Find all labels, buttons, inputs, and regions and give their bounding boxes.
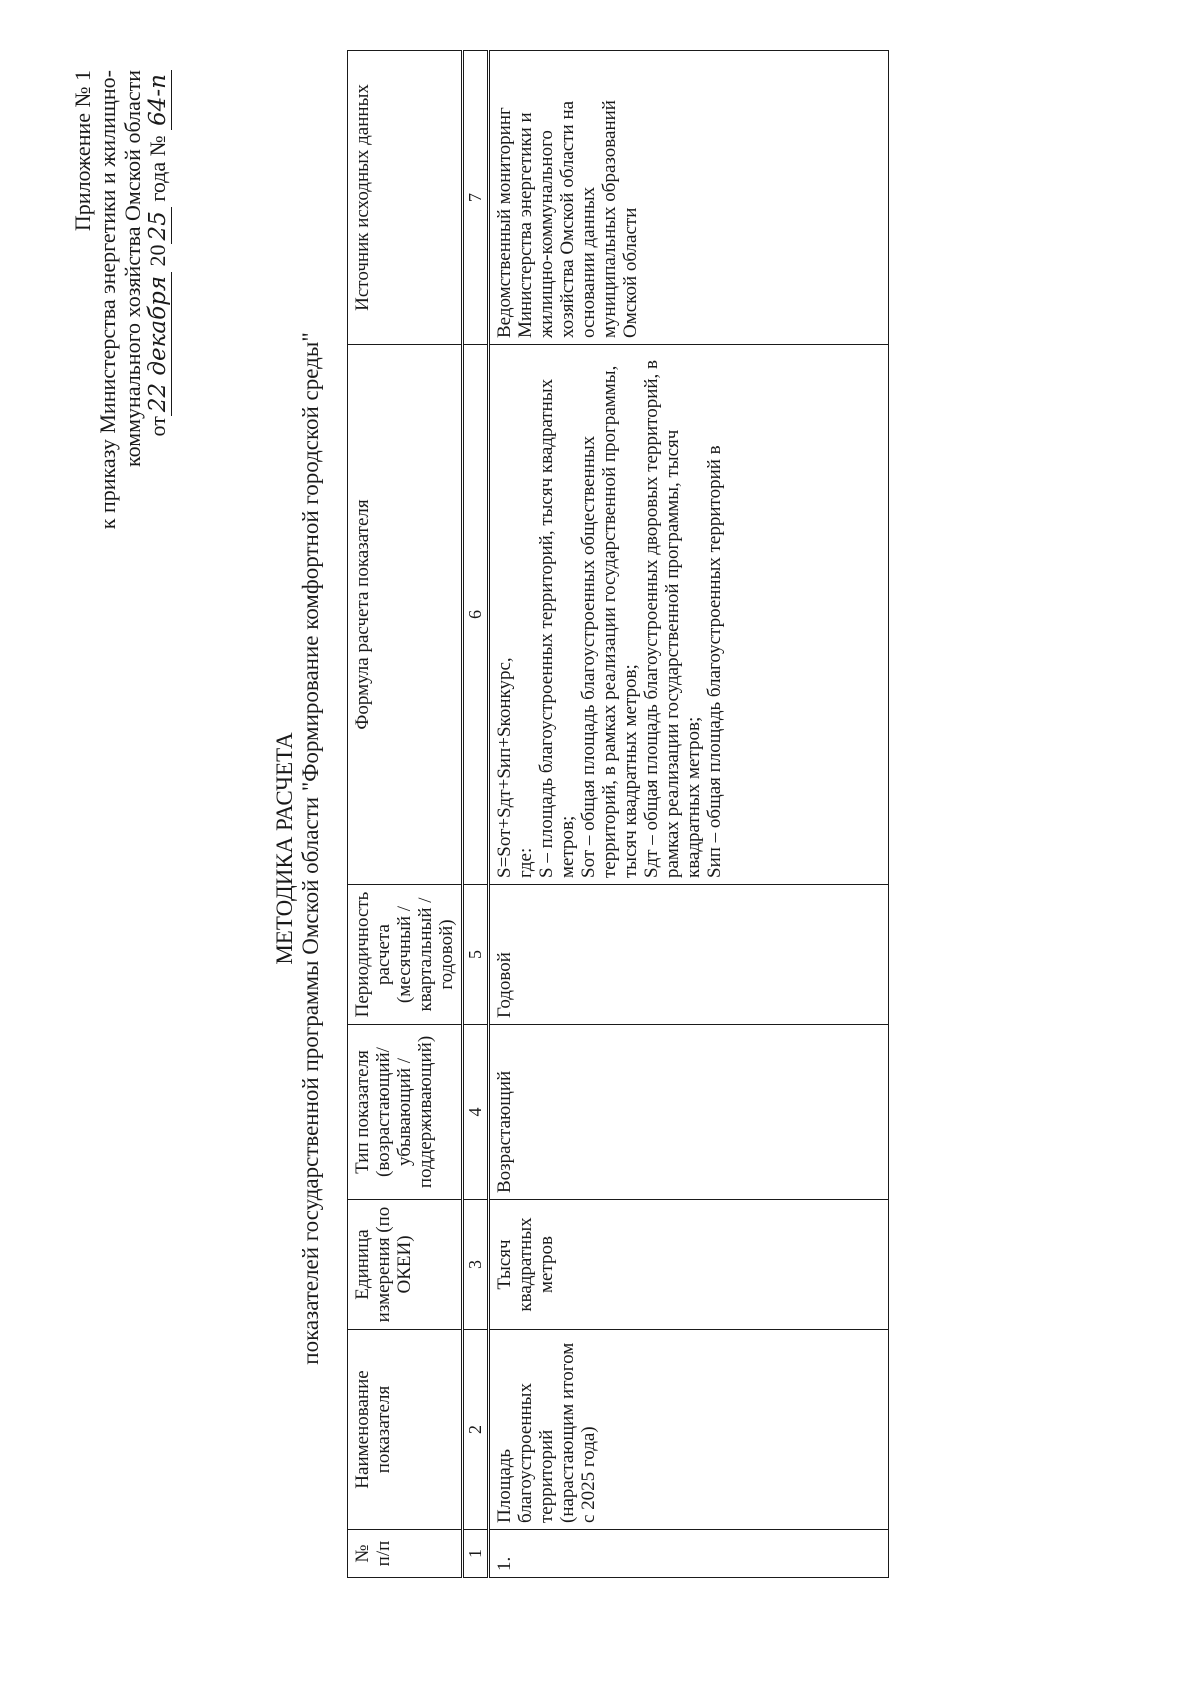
column-number: 7 [463,51,489,345]
year-suffix: года № [145,135,170,202]
formula-where: где: [515,847,536,878]
handwritten-year: 25 [145,207,172,244]
row-number: 1. [489,1530,889,1578]
date-prefix: от [145,416,170,437]
header-cell: Наименование показателя [348,1330,463,1530]
header-cell: Тип показателя (возрастающий/ убывающий / поддерживающий) [348,1025,463,1200]
appendix-title: Приложение № 1 [70,70,95,232]
table-header-row [348,51,463,1578]
indicator-type: Возрастающий [489,1025,889,1200]
appendix-order-line: к приказу Министерства энергетики и жилищно- [95,70,120,530]
handwritten-date: 22 декабря [145,272,172,416]
indicator-period: Годовой [489,885,889,1025]
year-prefix: 20 [145,244,170,267]
header-cell: Единица измерения (по ОКЕИ) [348,1200,463,1330]
indicator-formula [489,345,889,885]
title-subtitle: показателей государственной программы Омской области "Формирование комфортной городской среды" [298,332,323,1365]
column-number: 2 [463,1330,489,1530]
column-number: 1 [463,1530,489,1578]
handwritten-order-number: 64-п [145,70,172,130]
header-cell: № п/п [348,1530,463,1578]
indicator-unit: Тысяч квадратных метров [489,1200,889,1330]
document-title [272,0,324,1697]
header-cell: Формула расчета показателя [348,345,463,885]
formula-item: Sдт – общая площадь благоустроенных дворовых территорий, в рамках реализации государственной программы, тысяч квадратных метров; [641,359,704,878]
formula-main: S=Sот+Sдт+Sип+Sконкурс, [494,657,515,878]
header-cell: Источник исходных данных [348,51,463,345]
column-number: 3 [463,1200,489,1330]
column-number-row [463,51,489,1578]
formula-item: S – площадь благоустроенных территорий, тысяч квадратных метров; [536,378,578,878]
column-number: 5 [463,885,489,1025]
indicator-name: Площадь благоустроенных территорий (нарастающим итогом с 2025 года) [489,1330,889,1530]
header-cell: Периодичность расчета (месячный / квартальный / годовой) [348,885,463,1025]
column-number: 4 [463,1025,489,1200]
methodology-table [347,50,889,1578]
formula-item: Sот – общая площадь благоустроенных общественных территорий, в рамках реализации государственной программы, тысяч квадратных метров; [578,365,641,878]
title-main: МЕТОДИКА РАСЧЕТА [272,732,297,965]
formula-item: Sип – общая площадь благоустроенных территорий в [704,445,725,878]
appendix-header [70,70,171,529]
appendix-ministry-line: коммунального хозяйства Омской области [120,70,145,467]
appendix-date-line [145,70,171,529]
table-row [489,51,889,1578]
column-number: 6 [463,345,489,885]
data-source: Ведомственный мониторинг Министерства энергетики и жилищно-коммунального хозяйства Омской области на основании данных муниципальных образований Омской области [489,51,889,345]
